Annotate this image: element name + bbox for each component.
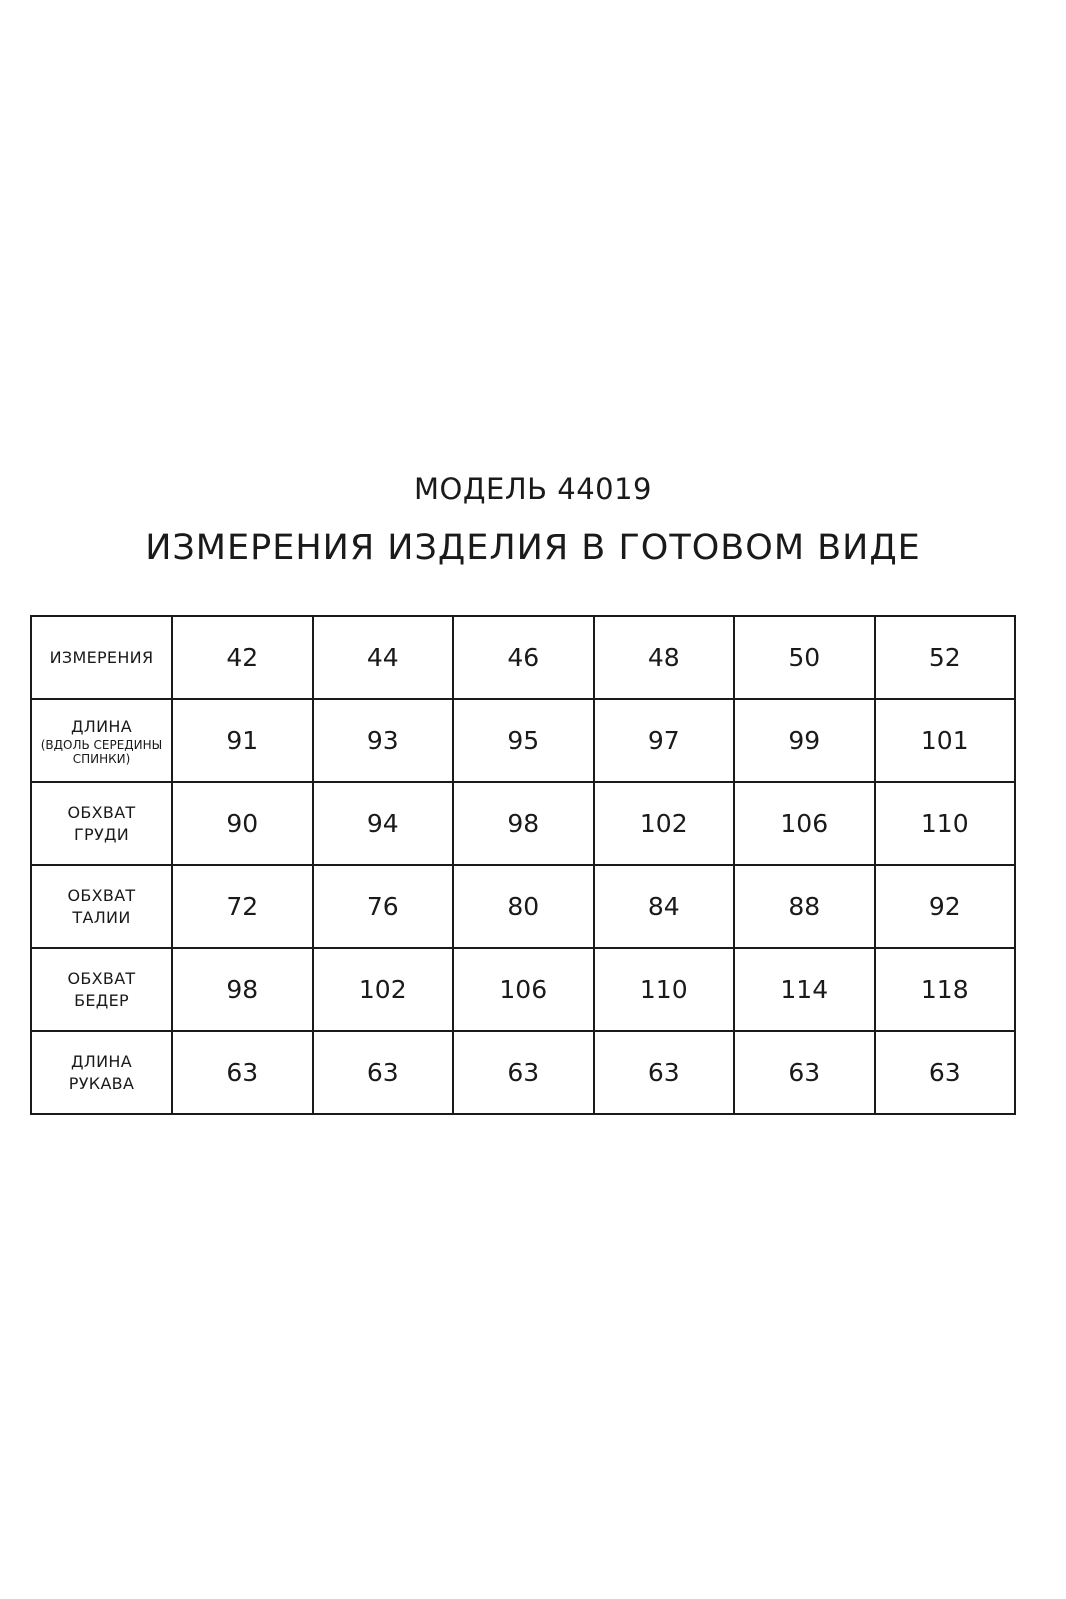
row-label-line: ТАЛИИ <box>72 907 131 927</box>
table-row <box>31 948 1015 1031</box>
row-label-line: ОБХВАТ <box>67 885 136 905</box>
row-label-line: ДЛИНА <box>71 1051 132 1071</box>
size-cell: 48 <box>594 616 735 699</box>
row-label-line: РУКАВА <box>68 1073 135 1093</box>
measurement-cell: 92 <box>875 865 1016 948</box>
measurement-cell: 80 <box>453 865 594 948</box>
measurement-cell: 95 <box>453 699 594 782</box>
measurement-cell: 118 <box>875 948 1016 1031</box>
measurement-cell: 98 <box>453 782 594 865</box>
row-label-line: ДЛИНА <box>71 716 132 736</box>
table-row <box>31 699 1015 782</box>
row-label-measurements: ИЗМЕРЕНИЯ <box>31 616 172 699</box>
measurement-cell: 106 <box>453 948 594 1031</box>
measurement-cell: 63 <box>453 1031 594 1114</box>
size-header-row <box>31 616 1015 699</box>
size-cell: 42 <box>172 616 313 699</box>
measurement-cell: 102 <box>594 782 735 865</box>
row-label-line: ГРУДИ <box>73 824 130 844</box>
measurement-cell: 110 <box>594 948 735 1031</box>
measurement-cell: 91 <box>172 699 313 782</box>
size-cell: 52 <box>875 616 1016 699</box>
table-row <box>31 1031 1015 1114</box>
row-label <box>31 865 172 948</box>
document-title: ИЗМЕРЕНИЯ ИЗДЕЛИЯ В ГОТОВОМ ВИДЕ <box>145 528 921 568</box>
row-label-line: БЕДЕР <box>74 990 129 1010</box>
measurement-cell: 101 <box>875 699 1016 782</box>
row-label-line: ОБХВАТ <box>67 968 136 988</box>
row-label <box>31 699 172 782</box>
measurement-cell: 63 <box>875 1031 1016 1114</box>
measurement-cell: 98 <box>172 948 313 1031</box>
measurement-cell: 114 <box>734 948 875 1031</box>
measurement-cell: 84 <box>594 865 735 948</box>
row-label-line: ОБХВАТ <box>67 802 136 822</box>
measurement-cell: 72 <box>172 865 313 948</box>
measurement-cell: 90 <box>172 782 313 865</box>
measurement-cell: 106 <box>734 782 875 865</box>
size-cell: 50 <box>734 616 875 699</box>
measurement-cell: 76 <box>313 865 454 948</box>
measurement-cell: 102 <box>313 948 454 1031</box>
model-title: МОДЕЛЬ 44019 <box>414 472 652 506</box>
measurement-cell: 94 <box>313 782 454 865</box>
table-row <box>31 782 1015 865</box>
size-table-body <box>31 616 1015 1114</box>
size-table <box>30 615 1016 1115</box>
measurement-cell: 63 <box>734 1031 875 1114</box>
measurement-cell: 63 <box>172 1031 313 1114</box>
row-label-note: СПИНКИ) <box>72 751 131 766</box>
measurement-cell: 99 <box>734 699 875 782</box>
measurement-cell: 97 <box>594 699 735 782</box>
row-label-note: (ВДОЛЬ СЕРЕДИНЫ <box>40 737 163 752</box>
measurement-cell: 88 <box>734 865 875 948</box>
measurement-cell: 63 <box>594 1031 735 1114</box>
row-label <box>31 1031 172 1114</box>
measurement-cell: 110 <box>875 782 1016 865</box>
size-cell: 46 <box>453 616 594 699</box>
row-label <box>31 948 172 1031</box>
row-label <box>31 782 172 865</box>
size-cell: 44 <box>313 616 454 699</box>
table-row <box>31 865 1015 948</box>
measurement-cell: 63 <box>313 1031 454 1114</box>
measurement-cell: 93 <box>313 699 454 782</box>
